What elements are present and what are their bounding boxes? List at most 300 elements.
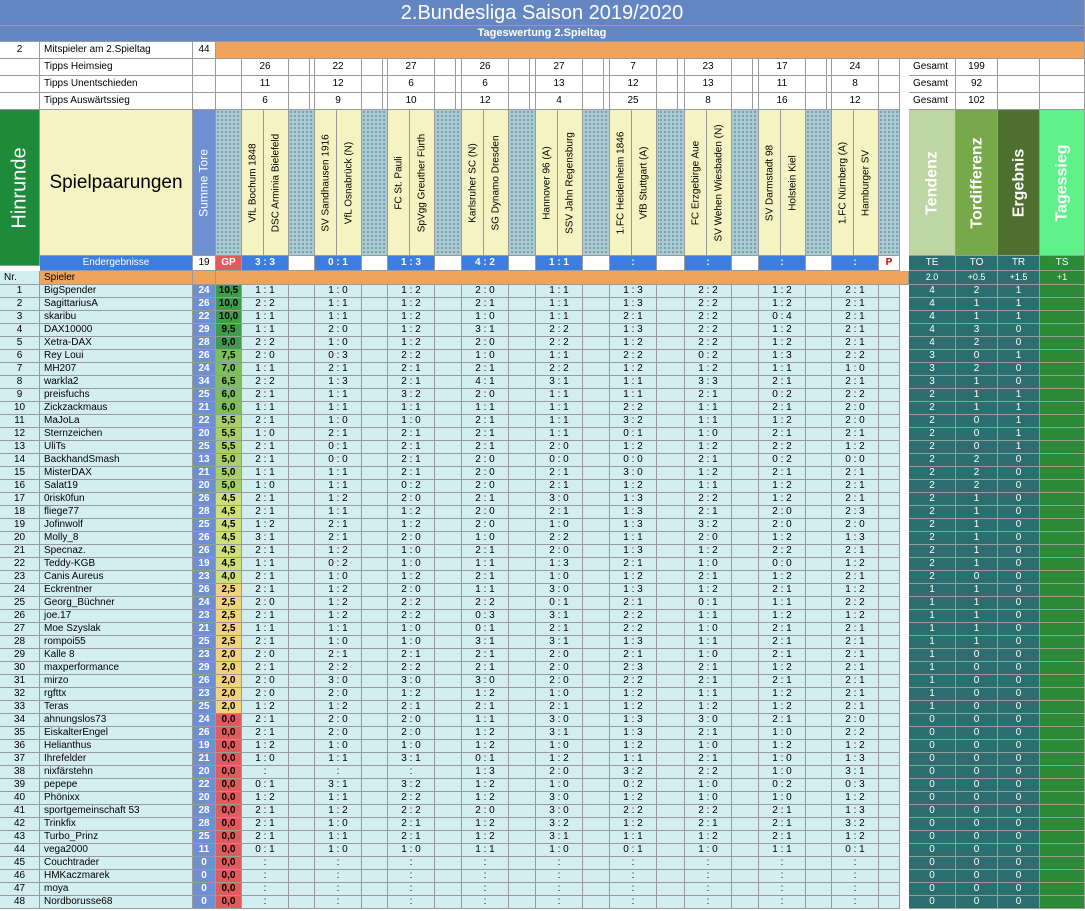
player-nr: 42 [0, 818, 40, 831]
empty-cell [806, 256, 832, 271]
player-ts [1040, 675, 1085, 688]
player-te: 0 [909, 831, 956, 844]
player-points [879, 636, 900, 649]
empty-cell [806, 285, 832, 298]
player-tip: 1 : 3 [832, 753, 879, 766]
player-name: Georg_Büchner [40, 597, 193, 610]
player-tip: 1 : 1 [759, 844, 806, 857]
player-points [879, 883, 900, 896]
player-tip: 3 : 1 [832, 766, 879, 779]
player-ts [1040, 688, 1085, 701]
player-to: 1 [956, 506, 998, 519]
player-ts [1040, 857, 1085, 870]
draw-tips-count: 11 [242, 76, 289, 93]
empty-cell [733, 688, 759, 701]
empty-cell [436, 402, 462, 415]
player-nr: 28 [0, 636, 40, 649]
player-ts [1040, 610, 1085, 623]
draw-tips-count: 11 [759, 76, 806, 93]
player-ts [1040, 766, 1085, 779]
player-tip: 2 : 1 [242, 818, 289, 831]
empty-cell [806, 766, 832, 779]
empty-cell [584, 597, 610, 610]
empty-cell [806, 701, 832, 714]
away-team-text: VfL Osnabrück (N) [343, 141, 355, 224]
home-tips-count: 7 [610, 59, 657, 76]
tagessieg-label-text: Tagessieg [1053, 143, 1071, 222]
player-tip: 2 : 1 [759, 402, 806, 415]
player-to: 1 [956, 597, 998, 610]
player-tip: 1 : 3 [610, 298, 657, 311]
empty-cell [436, 545, 462, 558]
empty-cell [436, 883, 462, 896]
empty-cell [289, 428, 315, 441]
empty-cell [289, 311, 315, 324]
away-team [781, 110, 806, 256]
player-gp: 0,0 [216, 831, 242, 844]
player-tip: 0 : 0 [536, 454, 583, 467]
player-tip: 2 : 2 [832, 727, 879, 740]
player-to: 1 [956, 389, 998, 402]
player-to: 0 [956, 883, 998, 896]
player-tip: 1 : 2 [388, 571, 435, 584]
player-tip: 2 : 3 [610, 662, 657, 675]
empty-cell [436, 558, 462, 571]
player-tip: 2 : 1 [685, 506, 732, 519]
sheet-title: 2.Bundesliga Saison 2019/2020 [0, 0, 1085, 26]
player-tip: 3 : 1 [536, 610, 583, 623]
player-tip: 3 : 3 [685, 376, 732, 389]
empty-cell [659, 532, 685, 545]
empty-cell [584, 714, 610, 727]
empty-cell [510, 402, 536, 415]
player-tip: 1 : 0 [536, 779, 583, 792]
player-goal-sum: 34 [193, 376, 216, 389]
match-result: 0 : 1 [315, 256, 362, 271]
empty-cell [733, 766, 759, 779]
empty-cell [289, 584, 315, 597]
player-gp: 5,5 [216, 441, 242, 454]
player-name: Ihrefelder [40, 753, 193, 766]
player-name: joe.17 [40, 610, 193, 623]
empty-cell [436, 662, 462, 675]
empty-cell [659, 584, 685, 597]
player-tip: 1 : 1 [242, 324, 289, 337]
empty-cell [659, 506, 685, 519]
empty-cell [362, 740, 388, 753]
empty-cell [733, 532, 759, 545]
player-tip: 1 : 2 [685, 467, 732, 480]
player-tip: 2 : 1 [832, 688, 879, 701]
empty-cell [584, 610, 610, 623]
empty-cell [289, 896, 315, 909]
player-name: preisfuchs [40, 389, 193, 402]
player-tip: 2 : 1 [242, 727, 289, 740]
empty-cell [998, 93, 1040, 110]
empty-cell [659, 883, 685, 896]
player-tip: : [242, 896, 289, 909]
player-tip: 2 : 2 [610, 350, 657, 363]
empty-cell [436, 805, 462, 818]
home-tips-count: 22 [315, 59, 362, 76]
empty-cell [733, 93, 759, 110]
empty-cell [806, 337, 832, 350]
player-ts [1040, 532, 1085, 545]
player-nr: 24 [0, 584, 40, 597]
player-goal-sum: 0 [193, 883, 216, 896]
empty-cell [289, 662, 315, 675]
player-tr: 0 [998, 805, 1040, 818]
empty-cell [733, 256, 759, 271]
player-tr: 0 [998, 454, 1040, 467]
player-tr: 0 [998, 740, 1040, 753]
empty-cell [362, 779, 388, 792]
player-gp: 2,5 [216, 610, 242, 623]
player-name: vega2000 [40, 844, 193, 857]
empty-cell [659, 753, 685, 766]
player-to: 1 [956, 636, 998, 649]
player-tip: 1 : 0 [759, 753, 806, 766]
player-tip: 2 : 1 [242, 415, 289, 428]
player-gp: 10,5 [216, 285, 242, 298]
empty-cell [806, 844, 832, 857]
player-tr: 0 [998, 662, 1040, 675]
player-tr: 0 [998, 597, 1040, 610]
player-goal-sum: 25 [193, 441, 216, 454]
empty-cell [362, 766, 388, 779]
empty-cell [436, 675, 462, 688]
player-tip: 1 : 1 [315, 506, 362, 519]
player-name: Nordborusse68 [40, 896, 193, 909]
player-tip: 1 : 0 [388, 636, 435, 649]
player-te: 2 [909, 441, 956, 454]
empty-cell [659, 740, 685, 753]
away-tips-count: 9 [315, 93, 362, 110]
empty-cell [436, 792, 462, 805]
empty-cell [510, 662, 536, 675]
player-tip: 0 : 1 [462, 753, 509, 766]
empty-cell [659, 298, 685, 311]
player-ts [1040, 363, 1085, 376]
empty-cell [289, 441, 315, 454]
empty-cell [659, 93, 685, 110]
player-tip: 2 : 0 [462, 454, 509, 467]
player-tr: 0 [998, 818, 1040, 831]
player-tip: 1 : 2 [462, 831, 509, 844]
player-tip: 1 : 3 [610, 285, 657, 298]
empty-cell [1040, 59, 1085, 76]
home-tips-count: 27 [536, 59, 583, 76]
empty-cell [806, 727, 832, 740]
player-tip: 2 : 1 [832, 376, 879, 389]
player-tip: 1 : 1 [242, 623, 289, 636]
player-tr: 0 [998, 896, 1040, 909]
player-ts [1040, 584, 1085, 597]
player-goal-sum: 21 [193, 753, 216, 766]
player-tip: 1 : 3 [536, 558, 583, 571]
empty-cell [436, 480, 462, 493]
empty-cell [806, 441, 832, 454]
player-tip: 0 : 1 [832, 844, 879, 857]
empty-cell [362, 623, 388, 636]
player-tip: 2 : 1 [388, 428, 435, 441]
empty-cell [436, 363, 462, 376]
player-tip: 2 : 2 [315, 662, 362, 675]
empty-cell [584, 831, 610, 844]
empty-cell [806, 376, 832, 389]
player-tip: 3 : 0 [536, 792, 583, 805]
empty-cell [0, 76, 40, 93]
player-tip: 1 : 1 [315, 311, 362, 324]
player-nr: 19 [0, 519, 40, 532]
ts-header: TS [1040, 256, 1085, 271]
empty-cell [289, 597, 315, 610]
home-tips-count: 23 [685, 59, 732, 76]
player-gp: 0,0 [216, 792, 242, 805]
player-ts [1040, 883, 1085, 896]
player-tip: 1 : 2 [759, 688, 806, 701]
player-goal-sum: 24 [193, 285, 216, 298]
empty-cell [436, 256, 462, 271]
empty-cell [584, 558, 610, 571]
player-nr: 27 [0, 623, 40, 636]
player-points [879, 467, 900, 480]
empty-cell [510, 597, 536, 610]
player-te: 1 [909, 662, 956, 675]
player-tip: 1 : 3 [610, 324, 657, 337]
player-tip: 1 : 2 [759, 610, 806, 623]
player-tip: 2 : 1 [462, 701, 509, 714]
empty-cell [436, 714, 462, 727]
player-name: Sternzeichen [40, 428, 193, 441]
empty-cell [659, 844, 685, 857]
player-tip: : [685, 870, 732, 883]
player-tip: 1 : 0 [242, 753, 289, 766]
empty-cell [584, 623, 610, 636]
player-tip: 1 : 1 [610, 389, 657, 402]
player-tip: 1 : 2 [759, 740, 806, 753]
player-tip: 0 : 3 [315, 350, 362, 363]
player-nr: 5 [0, 337, 40, 350]
player-tip: 1 : 0 [685, 779, 732, 792]
player-tip: 1 : 1 [536, 389, 583, 402]
player-tip: 2 : 1 [462, 415, 509, 428]
player-tip: 1 : 2 [315, 584, 362, 597]
player-tip: 2 : 0 [315, 727, 362, 740]
empty-cell [584, 454, 610, 467]
empty-cell [659, 76, 685, 93]
player-tip: 1 : 0 [462, 350, 509, 363]
player-tip: 1 : 3 [610, 519, 657, 532]
empty-cell [193, 59, 216, 76]
player-tip: 2 : 1 [242, 454, 289, 467]
empty-cell [806, 779, 832, 792]
player-ts [1040, 389, 1085, 402]
empty-cell [733, 844, 759, 857]
empty-cell [436, 584, 462, 597]
empty-cell [584, 883, 610, 896]
empty-cell [733, 857, 759, 870]
player-tip: 1 : 2 [462, 688, 509, 701]
player-tip: 1 : 0 [315, 415, 362, 428]
player-tip: 2 : 2 [685, 493, 732, 506]
player-nr: 47 [0, 883, 40, 896]
player-tip: 0 : 1 [242, 844, 289, 857]
player-tip: 1 : 0 [388, 623, 435, 636]
player-ts [1040, 350, 1085, 363]
empty-cell [584, 467, 610, 480]
empty-cell [659, 285, 685, 298]
empty-cell [806, 597, 832, 610]
match-result: : [685, 256, 732, 271]
player-tip: 0 : 2 [759, 454, 806, 467]
player-nr: 26 [0, 610, 40, 623]
player-tip: 1 : 2 [610, 740, 657, 753]
empty-cell [733, 402, 759, 415]
player-nr: 45 [0, 857, 40, 870]
player-tip: 2 : 0 [242, 350, 289, 363]
player-tip: 1 : 2 [759, 480, 806, 493]
player-tip: 1 : 2 [610, 701, 657, 714]
player-to: 0 [956, 675, 998, 688]
player-goal-sum: 26 [193, 675, 216, 688]
player-to: 2 [956, 467, 998, 480]
empty-cell [584, 818, 610, 831]
player-points [879, 415, 900, 428]
empty-cell [806, 688, 832, 701]
orange-bar [216, 271, 909, 285]
player-nr: 38 [0, 766, 40, 779]
player-tip: 1 : 2 [388, 519, 435, 532]
player-goal-sum: 23 [193, 649, 216, 662]
empty-cell [362, 256, 388, 271]
player-tip: 2 : 1 [759, 636, 806, 649]
empty-cell [733, 623, 759, 636]
empty-cell [510, 558, 536, 571]
player-goal-sum: 28 [193, 805, 216, 818]
player-gp: 7,5 [216, 350, 242, 363]
player-tip: 2 : 1 [759, 675, 806, 688]
player-te: 2 [909, 545, 956, 558]
away-team-text: Hamburger SV [860, 149, 872, 216]
player-te: 4 [909, 311, 956, 324]
gp-header: GP [216, 256, 242, 271]
player-tr: 1 [998, 350, 1040, 363]
player-points [879, 779, 900, 792]
player-tip: 2 : 1 [242, 506, 289, 519]
empty-cell [362, 818, 388, 831]
empty-cell [659, 857, 685, 870]
empty-cell [436, 779, 462, 792]
empty-cell [806, 467, 832, 480]
empty-cell [289, 571, 315, 584]
player-tr: 1 [998, 441, 1040, 454]
player-tip: 2 : 1 [462, 571, 509, 584]
empty-cell [436, 844, 462, 857]
player-tip: 2 : 1 [685, 818, 732, 831]
player-points [879, 766, 900, 779]
player-to: 0 [956, 649, 998, 662]
dotted-gap [289, 110, 315, 256]
player-goal-sum: 21 [193, 467, 216, 480]
player-tip: 1 : 3 [610, 545, 657, 558]
player-tr: 0 [998, 766, 1040, 779]
player-nr: 11 [0, 415, 40, 428]
player-tip: 1 : 1 [242, 311, 289, 324]
empty-cell [510, 285, 536, 298]
player-tip: 2 : 0 [536, 545, 583, 558]
player-goal-sum: 22 [193, 779, 216, 792]
player-tip: 1 : 2 [685, 584, 732, 597]
empty-cell [584, 545, 610, 558]
empty-cell [806, 93, 832, 110]
empty-cell [659, 363, 685, 376]
player-gp: 9,0 [216, 337, 242, 350]
empty-cell [998, 76, 1040, 93]
player-tip: : [242, 766, 289, 779]
gesamt-label: Gesamt [909, 93, 956, 110]
player-ts [1040, 727, 1085, 740]
player-ts [1040, 740, 1085, 753]
player-to: 1 [956, 402, 998, 415]
empty-cell [289, 76, 315, 93]
player-goal-sum: 28 [193, 506, 216, 519]
player-nr: 4 [0, 324, 40, 337]
player-tip: 2 : 1 [832, 298, 879, 311]
player-te: 1 [909, 701, 956, 714]
empty-cell [584, 688, 610, 701]
empty-cell [806, 610, 832, 623]
player-te: 4 [909, 285, 956, 298]
player-tip: 2 : 1 [685, 454, 732, 467]
player-nr: 9 [0, 389, 40, 402]
empty-cell [733, 571, 759, 584]
player-tip: 2 : 3 [832, 506, 879, 519]
player-gp: 4,0 [216, 571, 242, 584]
player-tip: 1 : 0 [685, 844, 732, 857]
player-tip: 1 : 2 [462, 779, 509, 792]
player-to: 0 [956, 857, 998, 870]
empty-cell [659, 441, 685, 454]
player-tip: 2 : 1 [462, 298, 509, 311]
player-tip: : [462, 857, 509, 870]
empty-cell [584, 662, 610, 675]
empty-cell [584, 76, 610, 93]
home-team [832, 110, 854, 256]
player-nr: 7 [0, 363, 40, 376]
empty-cell [659, 428, 685, 441]
player-points [879, 831, 900, 844]
player-goal-sum: 26 [193, 350, 216, 363]
player-tip: 2 : 1 [759, 714, 806, 727]
player-ts [1040, 311, 1085, 324]
empty-cell [806, 636, 832, 649]
empty-cell [510, 311, 536, 324]
player-tip: 1 : 1 [536, 402, 583, 415]
player-tip: 1 : 3 [462, 766, 509, 779]
player-tr: 1 [998, 402, 1040, 415]
empty-cell [362, 376, 388, 389]
player-tip: 1 : 2 [242, 701, 289, 714]
player-gp: 0,0 [216, 805, 242, 818]
player-goal-sum: 20 [193, 480, 216, 493]
player-name: DAX10000 [40, 324, 193, 337]
player-tip: : [832, 896, 879, 909]
player-tip: 1 : 3 [610, 506, 657, 519]
player-ts [1040, 662, 1085, 675]
player-ts [1040, 636, 1085, 649]
player-te: 0 [909, 857, 956, 870]
